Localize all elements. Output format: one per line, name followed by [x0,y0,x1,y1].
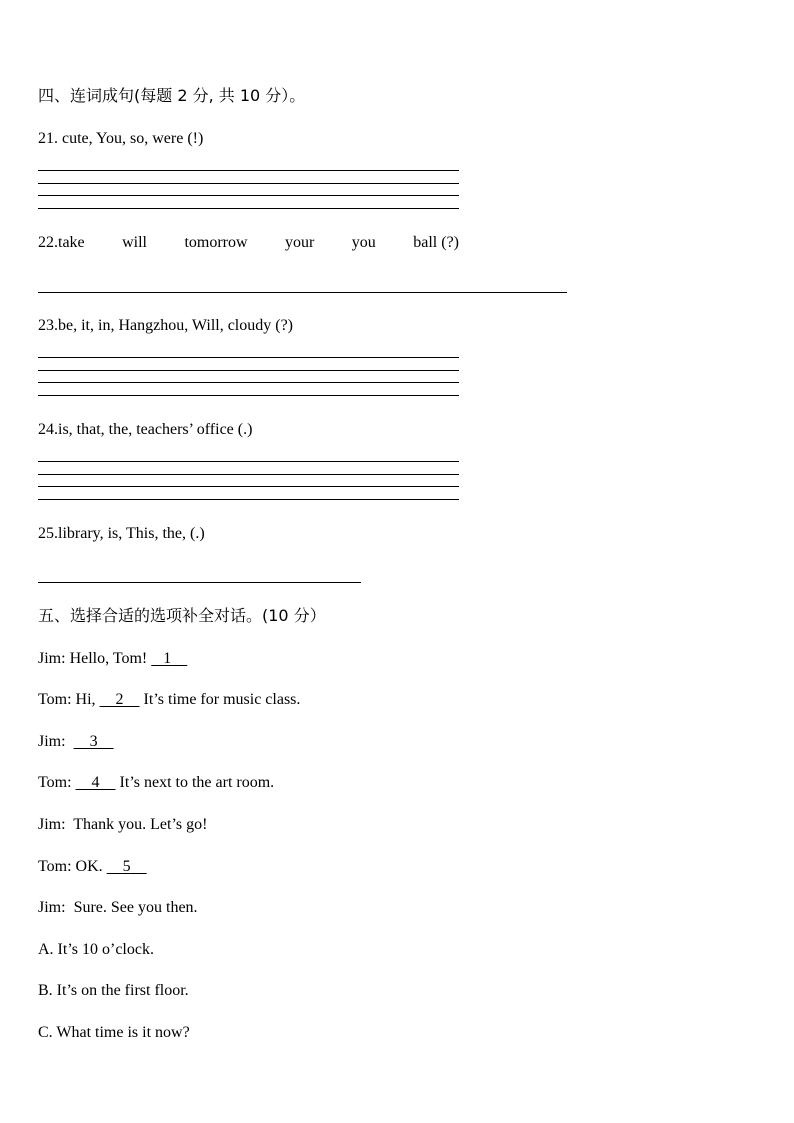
question-21: 21. cute, You, so, were (!) [38,130,204,147]
answer-line [38,582,361,583]
dialogue-text: Hello, Tom! [65,650,152,667]
answer-line [38,370,459,371]
speaker: Tom: [38,858,72,875]
dialogue-line-7 [38,898,198,918]
option-a: A. It’s 10 o’clock. [38,941,154,958]
answer-line [38,292,567,293]
speaker: Tom: [38,691,72,708]
question-23: 23.be, it, in, Hangzhou, Will, cloudy (?) [38,317,294,334]
question-22-word-6: ball (?) [413,234,459,251]
question-22-word-5: you [351,234,376,251]
speaker: Jim: [38,899,66,916]
answer-line [38,382,459,383]
speaker: Tom: [38,774,72,791]
section-5-heading: 五、选择合适的选项补全对话。(10 分） [38,606,326,625]
blank-3: 3 [89,733,98,750]
answer-line [38,395,459,396]
section-4-heading: 四、连词成句(每题 2 分, 共 10 分）。 [38,86,306,105]
dialogue-line-4 [38,773,274,793]
answer-line [38,474,459,475]
dialogue-line-5 [38,815,207,835]
dialogue-line-1 [38,649,187,669]
answer-line [38,486,459,487]
question-25: 25.library, is, This, the, (.) [38,525,205,542]
dialogue-line-3 [38,732,114,752]
answer-line [38,170,459,171]
option-c: C. What time is it now? [38,1024,190,1041]
question-22-word-3: tomorrow [184,234,248,251]
speaker: Jim: [38,733,66,750]
blank-5: 5 [122,858,131,875]
answer-line [38,357,459,358]
question-24: 24.is, that, the, teachers’ office (.) [38,421,253,438]
answer-line [38,499,459,500]
question-22-word-2: will [122,234,147,251]
speaker: Jim: [38,816,66,833]
question-22-word-1: 22.take [38,234,85,251]
dialogue-text: It’s time for music class. [139,691,301,708]
answer-line [38,183,459,184]
dialogue-text: It’s next to the art room. [115,774,275,791]
blank-4: 4 [91,774,100,791]
question-22-word-4: your [285,234,315,251]
question-22 [38,233,459,253]
blank-1: 1 [163,650,172,667]
dialogue-text: Hi, [71,691,100,708]
dialogue-text: Thank you. Let’s go! [65,816,208,833]
dialogue-text: Sure. See you then. [65,899,198,916]
option-b: B. It’s on the first floor. [38,982,189,999]
dialogue-text: OK. [71,858,107,875]
answer-line [38,195,459,196]
blank-2: 2 [115,691,124,708]
dialogue-line-6 [38,857,147,877]
answer-line [38,208,459,209]
speaker: Jim: [38,650,66,667]
dialogue-line-2 [38,690,300,710]
dialogue-text [66,733,74,750]
answer-line [38,461,459,462]
